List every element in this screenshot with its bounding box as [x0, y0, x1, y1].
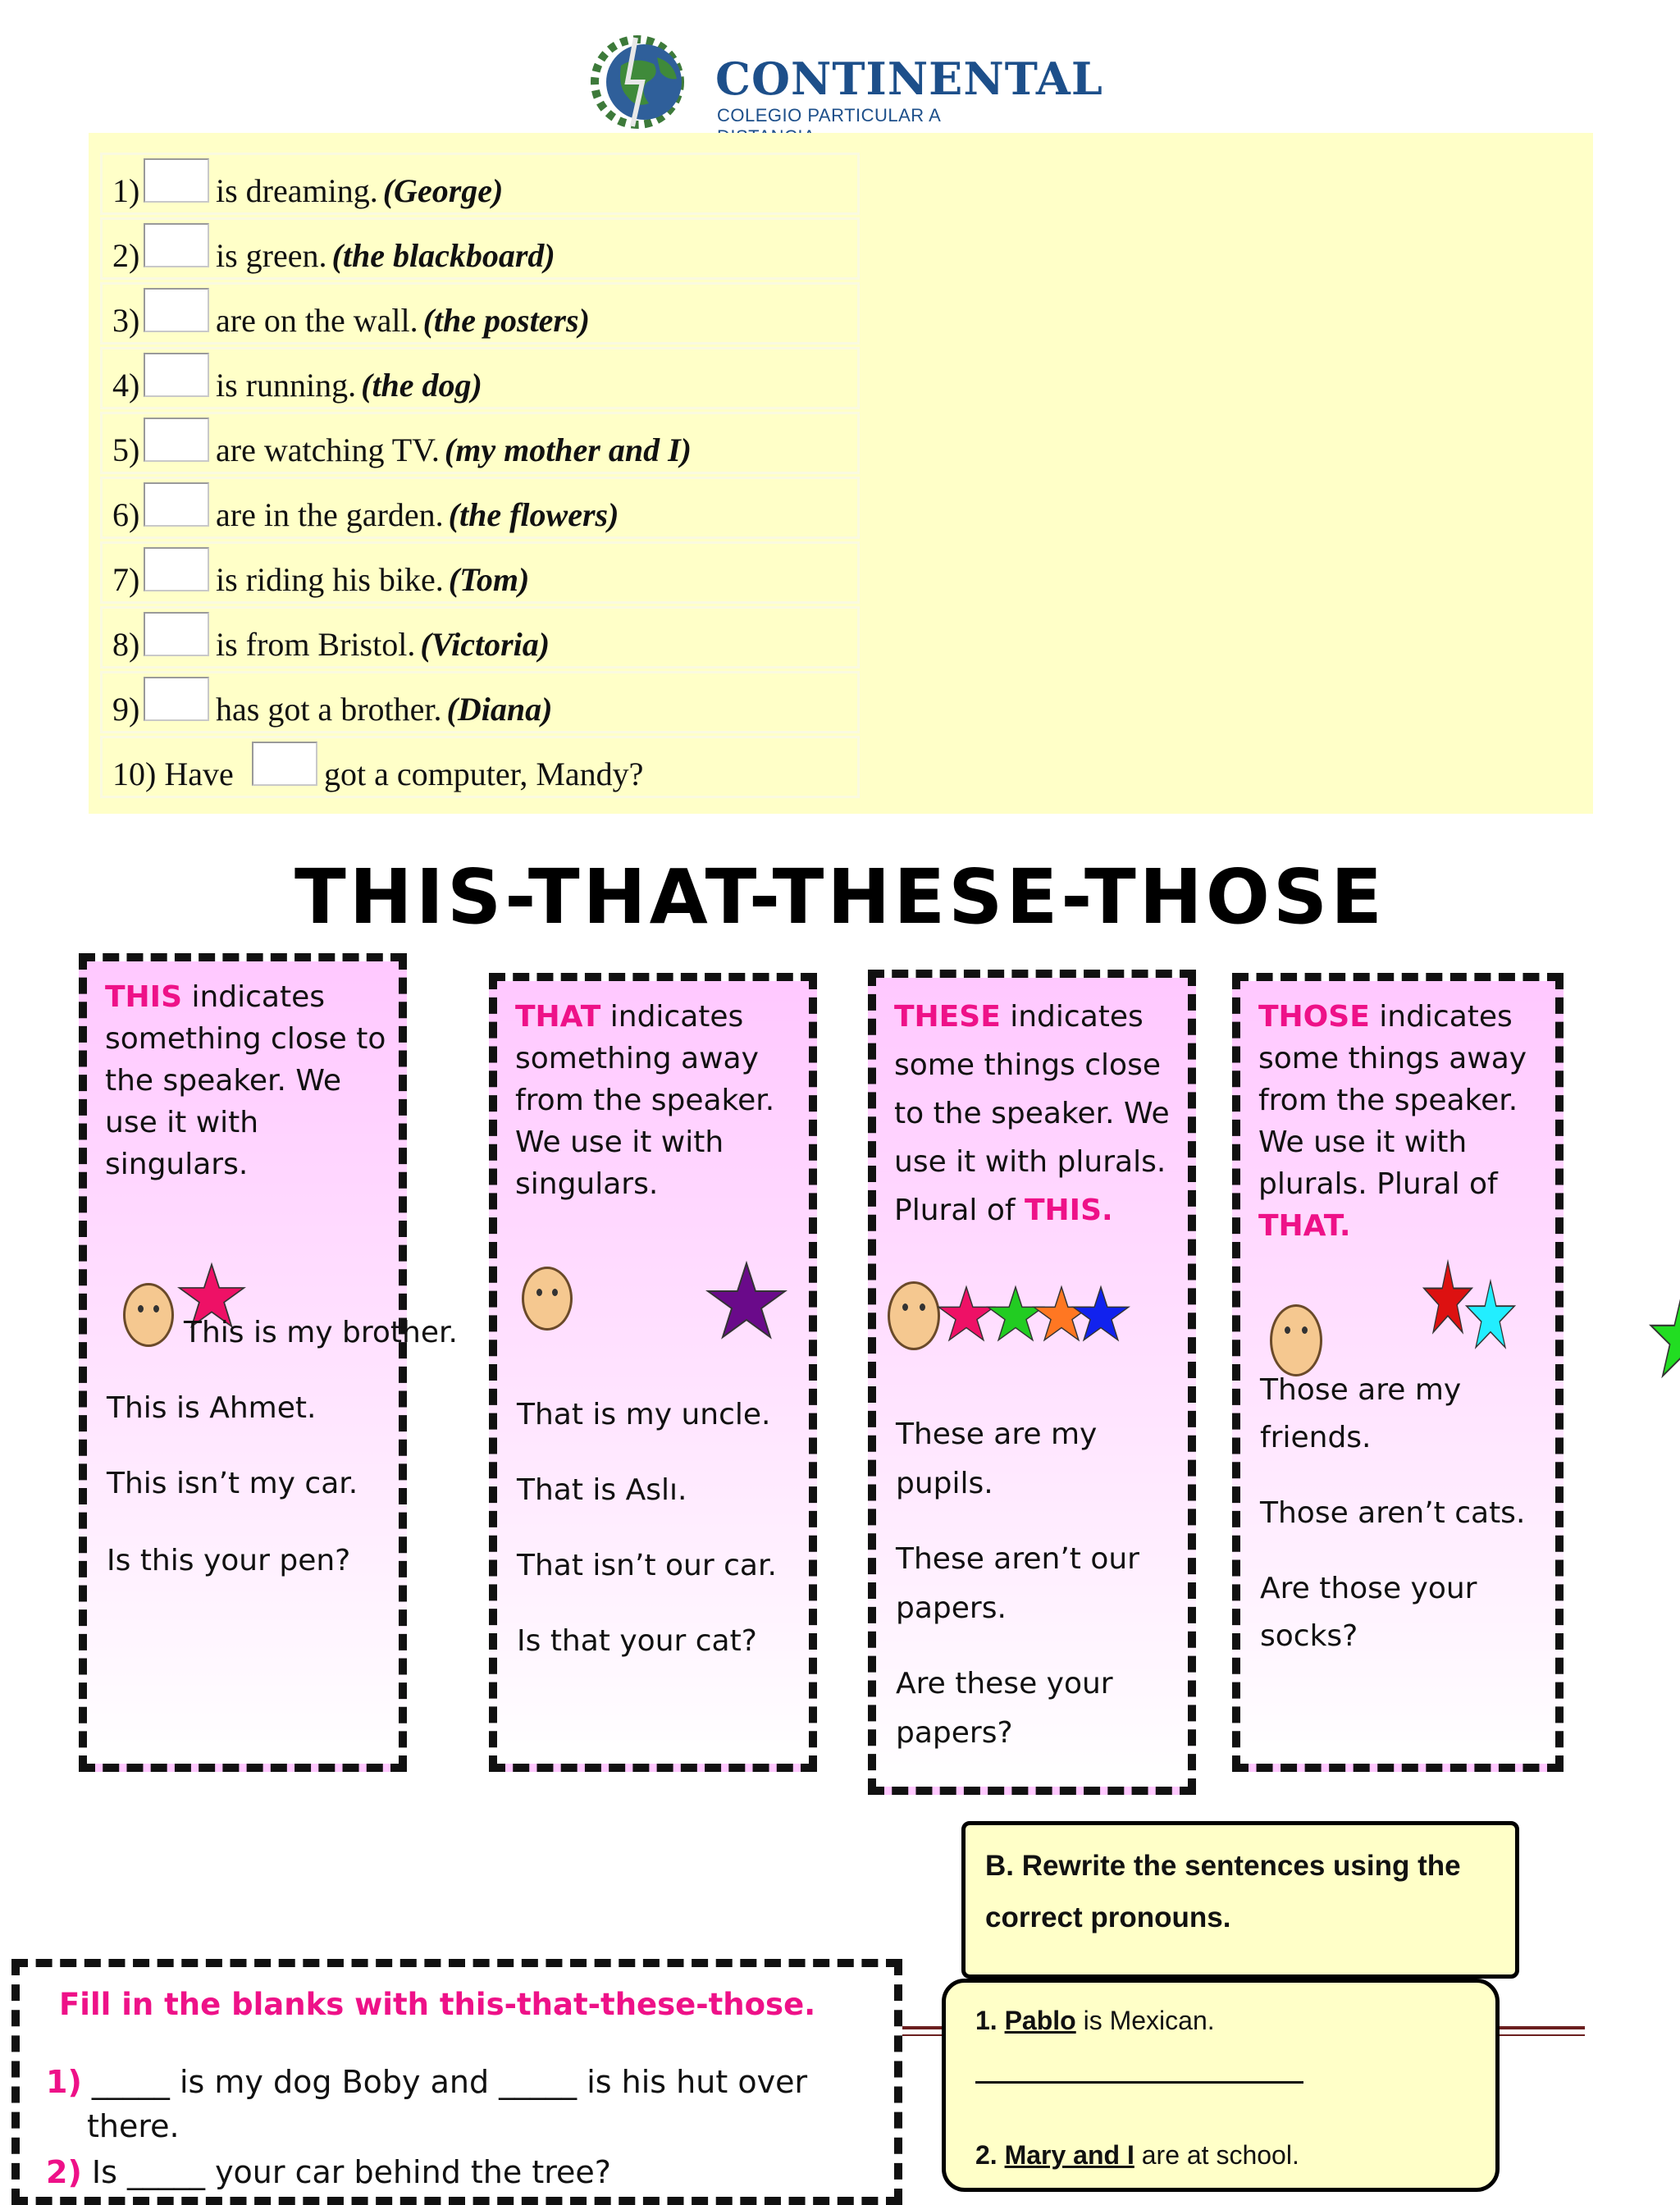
- example-line: papers.: [896, 1591, 1007, 1625]
- item-number: 7): [112, 561, 140, 598]
- star-icon: [1465, 1278, 1516, 1352]
- keyword: THAT: [515, 1000, 601, 1034]
- item-text: has got a brother.: [216, 691, 442, 728]
- answer-input[interactable]: [144, 482, 209, 527]
- example-line: This isn’t my car.: [107, 1467, 358, 1500]
- answer-line[interactable]: [975, 2081, 1303, 2084]
- question-number: 2): [46, 2154, 82, 2190]
- item-hint: (Tom): [448, 561, 530, 598]
- example-line: That isn’t our car.: [517, 1549, 777, 1582]
- description-text: indicates some things away from the speaker. We use it with plurals. Plural of: [1258, 1000, 1527, 1201]
- star-icon: [705, 1260, 788, 1342]
- example-line: papers?: [896, 1716, 1013, 1750]
- example-line: Those are my: [1260, 1373, 1462, 1407]
- question-text: Is _____ your car behind the tree?: [91, 2154, 611, 2190]
- keyword: THIS: [105, 980, 183, 1014]
- item-hint: (the dog): [361, 367, 482, 404]
- rewrite-item: [975, 2006, 1215, 2036]
- item-number: 9): [112, 691, 140, 728]
- exercise-row: [100, 412, 860, 474]
- item-text: is from Bristol.: [216, 626, 416, 663]
- exercise-row: [100, 347, 860, 409]
- item-hint: (the posters): [422, 302, 590, 339]
- description-text: indicates something close to the speaker. We use it with singulars.: [105, 980, 386, 1181]
- brand-name: CONTINENTAL: [715, 52, 1103, 105]
- item-text: is running.: [216, 367, 357, 404]
- star-icon: [1649, 1291, 1680, 1381]
- brand-subtitle: COLEGIO PARTICULAR A: [717, 105, 941, 126]
- card-those: [1232, 973, 1564, 1772]
- smiley-face-icon: [123, 1283, 174, 1347]
- keyword-plural: THAT.: [1258, 1209, 1351, 1243]
- answer-input[interactable]: [144, 353, 209, 397]
- item-number: 4): [112, 367, 140, 404]
- rewrite-item: [975, 2140, 1299, 2171]
- smiley-face-icon: [1270, 1304, 1322, 1376]
- item-hint: (the flowers): [448, 496, 619, 533]
- example-line: friends.: [1260, 1421, 1372, 1454]
- item-subject: Mary and I: [1004, 2140, 1134, 2170]
- description-text: indicates something away from the speaker. We use it with singulars.: [515, 1000, 775, 1201]
- exercise-row: [100, 736, 860, 798]
- item-hint: (my mother and I): [444, 431, 692, 468]
- item-subject: Pablo: [1004, 2006, 1076, 2035]
- page-title: THIS-THAT-THESE-THOSE: [294, 853, 1386, 941]
- example-line: This is my brother.: [184, 1316, 458, 1349]
- keyword: THOSE: [1258, 1000, 1370, 1034]
- example-line: Those aren’t cats.: [1260, 1496, 1526, 1530]
- question-1-continued: there.: [87, 2108, 180, 2144]
- item-number: 6): [112, 496, 140, 533]
- example-line: Are these your: [896, 1667, 1113, 1701]
- question-1: [46, 2064, 807, 2100]
- exercise-row: [100, 606, 860, 669]
- example-line: These are my: [896, 1418, 1098, 1451]
- item-text: is green.: [216, 237, 327, 274]
- exercise-row: [100, 153, 860, 215]
- item-text: is riding his bike.: [216, 561, 444, 598]
- example-line: Is this your pen?: [107, 1544, 351, 1577]
- example-line: socks?: [1260, 1619, 1358, 1653]
- card-that: [489, 973, 817, 1772]
- item-number: 2): [112, 237, 140, 274]
- fill-blanks-box: [11, 1959, 902, 2205]
- item-number: 5): [112, 431, 140, 468]
- globe-gear-icon: [578, 33, 710, 131]
- exercise-row: [100, 217, 860, 280]
- item-number: 2.: [975, 2140, 998, 2170]
- question-2: [46, 2154, 611, 2190]
- smiley-face-icon: [888, 1281, 940, 1350]
- school-logo: [578, 33, 1103, 131]
- exercise-row: [100, 671, 860, 733]
- item-number: 1): [112, 172, 140, 209]
- card-description: [515, 996, 797, 1205]
- item-prefix: 10) Have: [112, 756, 234, 792]
- card-this: [79, 953, 458, 1772]
- item-rest: is Mexican.: [1075, 2006, 1215, 2035]
- section-b-box: [942, 1979, 1500, 2192]
- fill-heading: Fill in the blanks with this-that-these-those.: [59, 1987, 816, 2022]
- question-number: 1): [46, 2064, 82, 2100]
- item-text: is dreaming.: [216, 172, 378, 209]
- item-text: are in the garden.: [216, 496, 444, 533]
- item-number: 3): [112, 302, 140, 339]
- exercise-row: [100, 541, 860, 604]
- example-line: pupils.: [896, 1467, 993, 1500]
- card-description: [894, 993, 1176, 1235]
- example-line: Are those your: [1260, 1572, 1477, 1605]
- item-hint: (George): [382, 172, 504, 209]
- exercise-row: [100, 477, 860, 539]
- section-b-title: B. Rewrite the sentences using the correct pronouns.: [961, 1821, 1519, 1979]
- item-text: got a computer, Mandy?: [324, 756, 644, 792]
- example-line: These aren’t our: [896, 1542, 1139, 1576]
- item-hint: (Victoria): [420, 626, 550, 663]
- item-number: 1.: [975, 2006, 998, 2035]
- item-number: 8): [112, 626, 140, 663]
- item-hint: (the blackboard): [331, 237, 555, 274]
- answer-input[interactable]: [144, 677, 209, 721]
- answer-input[interactable]: [144, 612, 209, 656]
- answer-input[interactable]: [144, 288, 209, 332]
- card-description: [1258, 996, 1544, 1247]
- answer-input[interactable]: [144, 547, 209, 591]
- exercise-panel: [89, 133, 1593, 814]
- answer-input[interactable]: [144, 223, 209, 267]
- example-line: This is Ahmet.: [107, 1391, 317, 1425]
- exercise-row: [100, 282, 860, 345]
- description-text: indicates some things close to the speaker. We use it with plurals. Plural of: [894, 1000, 1170, 1227]
- example-line: Is that your cat?: [517, 1624, 757, 1658]
- item-rest: are at school.: [1134, 2140, 1299, 2170]
- smiley-face-icon: [522, 1267, 573, 1331]
- question-text: _____ is my dog Boby and _____ is his hut over: [91, 2064, 808, 2100]
- keyword: THESE: [894, 1000, 1001, 1034]
- answer-input[interactable]: [252, 742, 317, 786]
- keyword-plural: THIS.: [1024, 1194, 1113, 1227]
- card-these: [868, 970, 1196, 1795]
- item-hint: (Diana): [446, 691, 553, 728]
- example-line: That is Aslı.: [517, 1473, 687, 1507]
- card-description: [105, 976, 387, 1185]
- answer-input[interactable]: [144, 418, 209, 462]
- item-text: are on the wall.: [216, 302, 418, 339]
- star-icon: [1071, 1281, 1130, 1347]
- answer-input[interactable]: [144, 158, 209, 203]
- item-text: are watching TV.: [216, 431, 440, 468]
- example-line: That is my uncle.: [517, 1398, 771, 1431]
